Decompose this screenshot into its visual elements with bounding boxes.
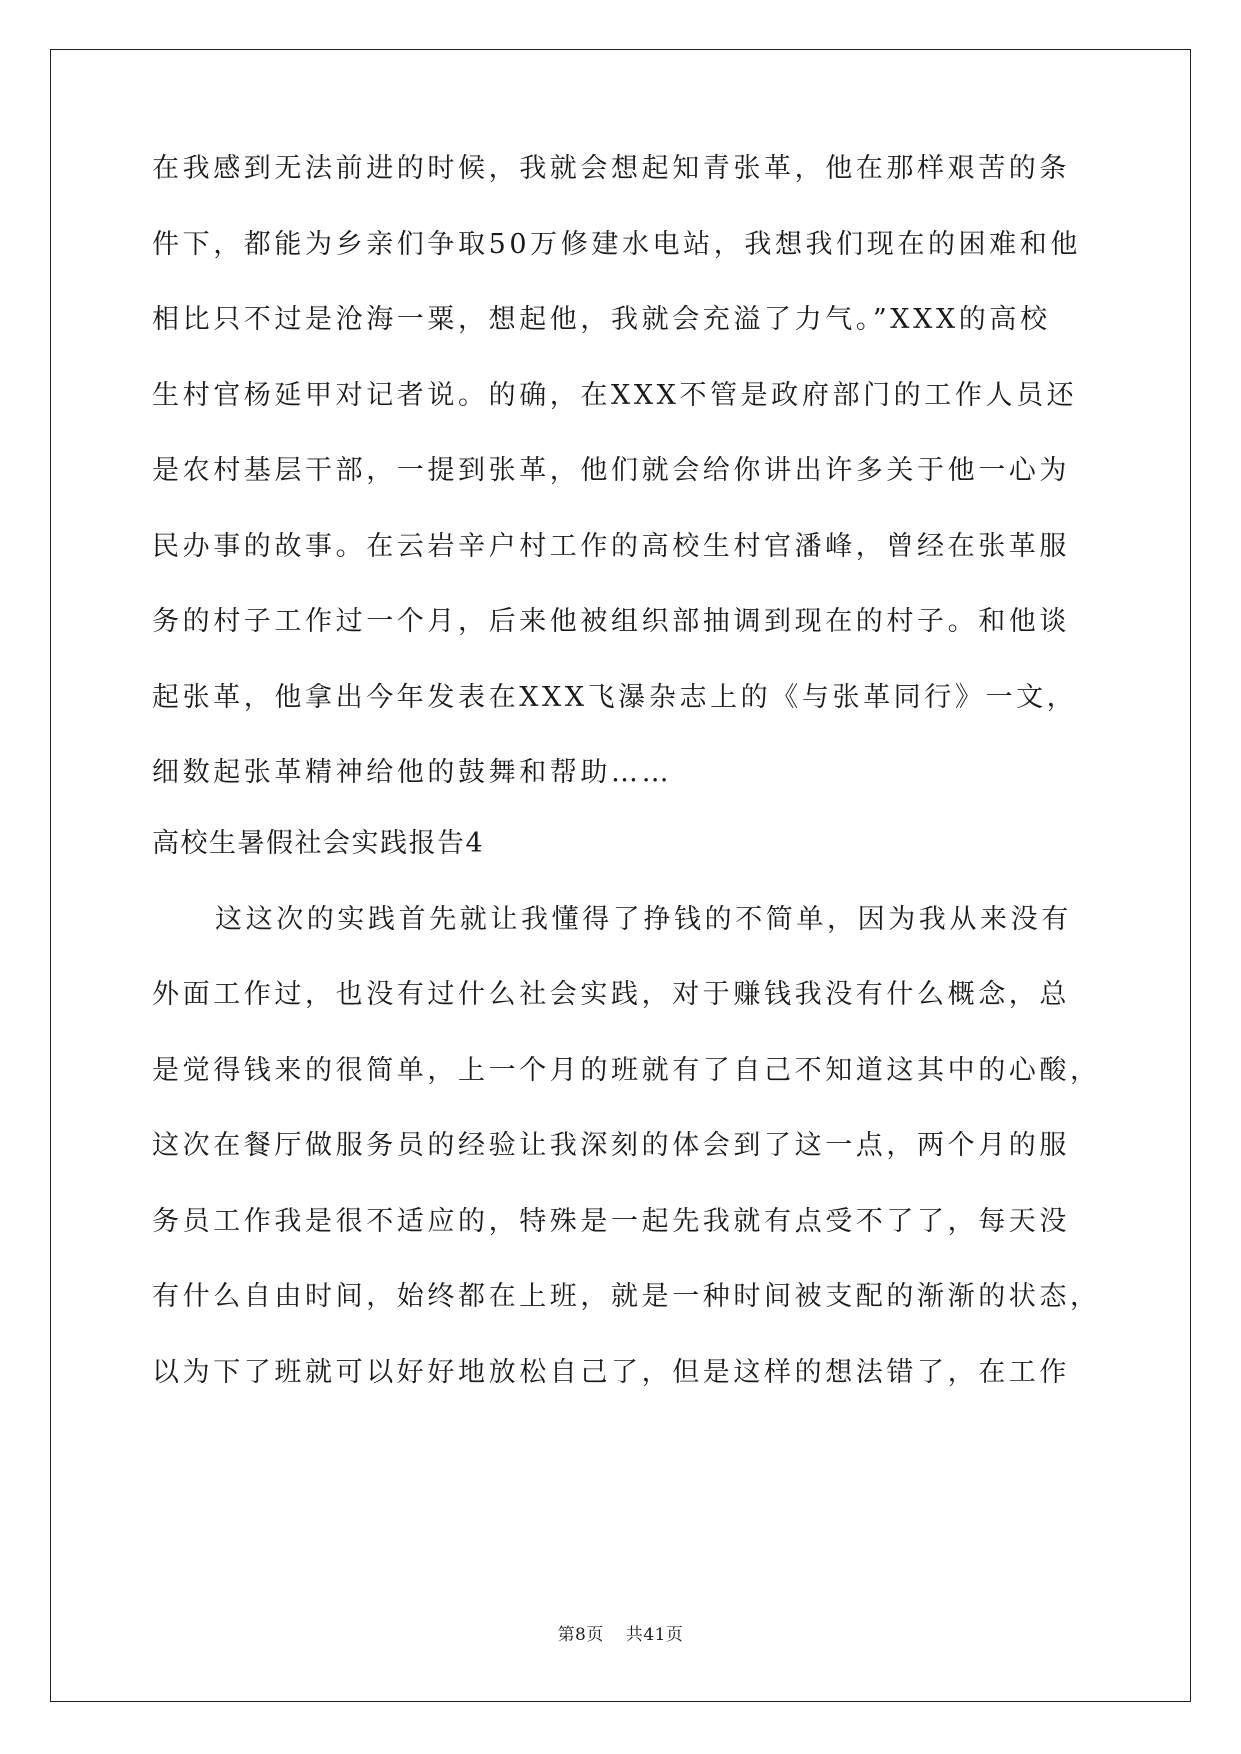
paragraph-line: 在我感到无法前进的时候，我就会想起知青张革，他在那样艰苦的条 <box>152 153 1070 184</box>
paragraph-line: 务员工作我是很不适应的，特殊是一起先我就有点受不了了，每天没 <box>152 1206 1070 1237</box>
page-footer <box>0 1620 1241 1645</box>
section-heading: 高校生暑假社会实践报告4 <box>152 828 485 859</box>
paragraph-line: 务的村子工作过一个月，后来他被组织部抽调到现在的村子。和他谈 <box>152 606 1070 637</box>
paragraph-line: 件下，都能为乡亲们争取50万修建水电站，我想我们现在的困难和他 <box>152 229 1081 260</box>
paragraph-line: 外面工作过，也没有过什么社会实践，对于赚钱我没有什么概念，总 <box>152 979 1070 1010</box>
paragraph-line: 有什么自由时间，始终都在上班，就是一种时间被支配的渐渐的状态， <box>152 1281 1101 1312</box>
paragraph-line: 生村官杨延甲对记者说。的确，在XXX不管是政府部门的工作人员还 <box>152 380 1078 411</box>
paragraph-line: 这次在餐厅做服务员的经验让我深刻的体会到了这一点，两个月的服 <box>152 1130 1070 1161</box>
paragraph-line: 是农村基层干部，一提到张革，他们就会给你讲出许多关于他一心为 <box>152 455 1070 486</box>
paragraph-line: 民办事的故事。在云岩辛户村工作的高校生村官潘峰，曾经在张革服 <box>152 531 1070 562</box>
page-total: 共41页 <box>625 1625 684 1645</box>
page-border <box>50 49 1191 1702</box>
paragraph-line: 起张革，他拿出今年发表在XXX飞瀑杂志上的《与张革同行》一文， <box>152 682 1078 713</box>
paragraph-line: 是觉得钱来的很简单，上一个月的班就有了自己不知道这其中的心酸， <box>152 1055 1101 1086</box>
paragraph-line: 相比只不过是沧海一粟，想起他，我就会充溢了力气。”XXX的高校 <box>152 304 1051 335</box>
page-number: 第8页 <box>557 1625 604 1645</box>
paragraph-line: 这这次的实践首先就让我懂得了挣钱的不简单，因为我从来没有 <box>215 904 1072 935</box>
paragraph-line: 细数起张革精神给他的鼓舞和帮助…… <box>152 757 673 788</box>
paragraph-line: 以为下了班就可以好好地放松自己了，但是这样的想法错了，在工作 <box>152 1357 1070 1388</box>
